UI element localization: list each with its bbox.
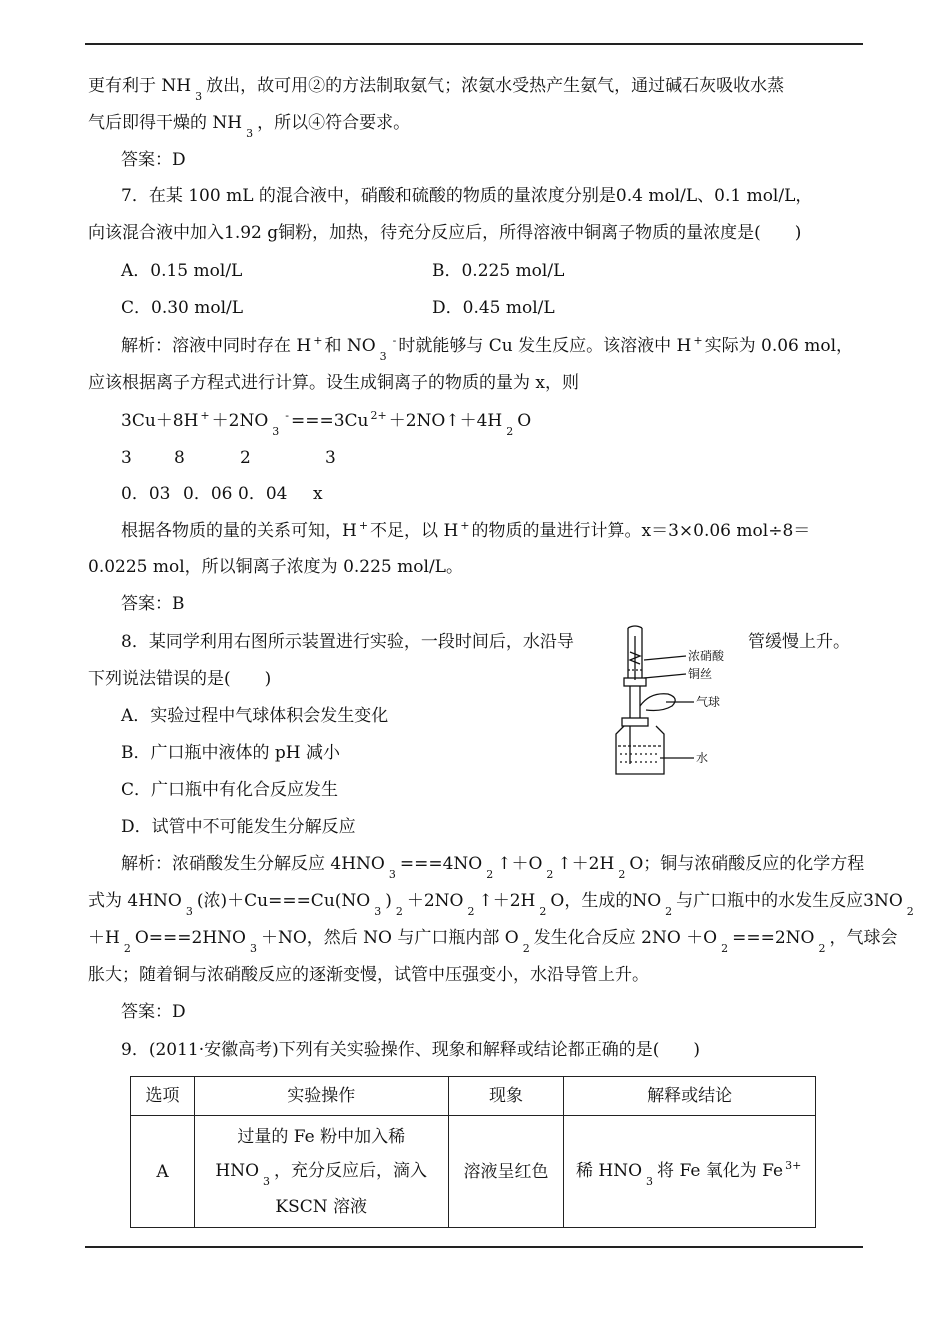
question-8-stem: 下列说法错误的是( ) — [88, 669, 272, 689]
answer-line: 答案：D — [121, 150, 186, 170]
amount: x — [313, 484, 323, 504]
glass-tube — [630, 686, 640, 718]
answer-line: 答案：D — [121, 1002, 186, 1022]
operation-line: 过量的 Fe 粉中加入稀 — [237, 1126, 406, 1147]
text-line: 气后即得干燥的 $NH_3$，所以④符合要求。 — [88, 113, 411, 140]
option-c: C．广口瓶中有化合反应发生 — [121, 780, 339, 800]
label-wire: 铜丝 — [688, 667, 713, 681]
option-d: D．试管中不可能发生分解反应 — [121, 817, 356, 837]
explanation-line: 0.0225 mol，所以铜离子浓度为 0.225 mol/L。 — [88, 557, 463, 577]
table-cell-option: A — [131, 1116, 195, 1228]
explanation-line: $+H_2O===2HNO_3+NO$，然后 NO 与广口瓶内部 $O_2$发生化合反应 $2NO +O_2===2NO_2$，气球会 — [88, 928, 898, 955]
label-balloon: 气球 — [696, 695, 721, 709]
label-water: 水 — [696, 751, 709, 765]
explanation-line: 应该根据离子方程式进行计算。设生成铜离子的物质的量为 x，则 — [88, 373, 579, 393]
copper-coil — [630, 652, 640, 664]
table-cell-operation — [194, 1116, 448, 1228]
table-header: 解释或结论 — [564, 1077, 816, 1116]
wide-mouth-bottle — [616, 726, 664, 774]
question-8-stem: 8．某同学利用右图所示装置进行实验，一段时间后，水沿导 — [121, 632, 574, 652]
top-rule — [85, 43, 863, 45]
table-header: 选项 — [131, 1077, 195, 1116]
amount: 0．04 — [238, 484, 288, 504]
option-b: B．0.225 mol/L — [432, 261, 565, 281]
table-header-row — [131, 1077, 816, 1116]
apparatus-figure — [606, 622, 756, 782]
experiment-table — [130, 1076, 816, 1228]
explanation-line: 解析：溶液中同时存在 H + 和 $NO_3^-$ 时就能够与 Cu 发生反应。该溶液中 H + 实际为 0.06 mol， — [121, 334, 854, 363]
coefficient: 3 — [121, 448, 132, 468]
operation-line: KSCN 溶液 — [275, 1196, 368, 1217]
answer-line: 答案：B — [121, 594, 185, 614]
bottle-stopper — [622, 718, 648, 726]
question-7-stem: 7．在某 100 mL 的混合液中，硝酸和硫酸的物质的量浓度分别是0.4 mol/L、0.1 mol/L， — [121, 186, 813, 206]
question-9-stem: 9．(2011·安徽高考)下列有关实验操作、现象和解释或结论都正确的是( ) — [121, 1040, 701, 1060]
explanation-line: 根据各物质的量的关系可知，H + 不足，以 H + 的物质的量进行计算。x＝3×0.06 mol÷8＝ — [121, 519, 811, 541]
table-cell-conclusion: 稀 $HNO_3$将 Fe 氧化为 Fe $^{3+}$ — [564, 1116, 816, 1228]
bottom-rule — [85, 1246, 863, 1248]
amount: 0．06 — [183, 484, 233, 504]
option-a: A．0.15 mol/L — [121, 261, 243, 281]
option-a: A．实验过程中气球体积会发生变化 — [121, 706, 389, 726]
option-d: D．0.45 mol/L — [432, 298, 555, 318]
explanation-line: 解析：浓硝酸发生分解反应 $4HNO_3===4NO_2↑+O_2↑+2H_2O$；铜与浓硝酸反应的化学方程 — [121, 854, 865, 881]
operation-line: $HNO_3$，充分反应后，滴入 — [215, 1160, 428, 1188]
explanation-line: 胀大；随着铜与浓硝酸反应的逐渐变慢，试管中压强变小，水沿导管上升。 — [88, 965, 649, 985]
coefficient: 3 — [325, 448, 336, 468]
label-acid: 浓硝酸 — [688, 649, 725, 663]
question-7-stem: 向该混合液中加入1.92 g铜粉，加热，待充分反应后，所得溶液中铜离子物质的量浓度是( ) — [88, 223, 802, 243]
ionic-equation: 3Cu＋8H $^+ +2NO_3^- ===3Cu$ $^{2+} +2NO↑+4H_2O$ — [121, 409, 532, 438]
option-b: B．广口瓶中液体的 pH 减小 — [121, 743, 341, 763]
table-header: 现象 — [448, 1077, 564, 1116]
table-header: 实验操作 — [194, 1077, 448, 1116]
option-c: C．0.30 mol/L — [121, 298, 244, 318]
question-8-stem: 管缓慢上升。 — [748, 632, 850, 652]
amount: 0．03 — [121, 484, 171, 504]
table-cell-phenomenon: 溶液呈红色 — [448, 1116, 564, 1228]
text-line: 更有利于 $NH_3$放出，故可用②的方法制取氨气；浓氨水受热产生氨气，通过碱石灰吸收水蒸 — [88, 76, 785, 103]
explanation-line: 式为 $4HNO_3$(浓)$+Cu===Cu(NO_3)_2+2NO_2↑+2H_2O$，生成的$NO_2$与广口瓶中的水发生反应$3NO_2$ — [88, 891, 914, 918]
coefficient: 8 — [174, 448, 185, 468]
table-row — [131, 1116, 816, 1228]
coefficient: 2 — [240, 448, 251, 468]
